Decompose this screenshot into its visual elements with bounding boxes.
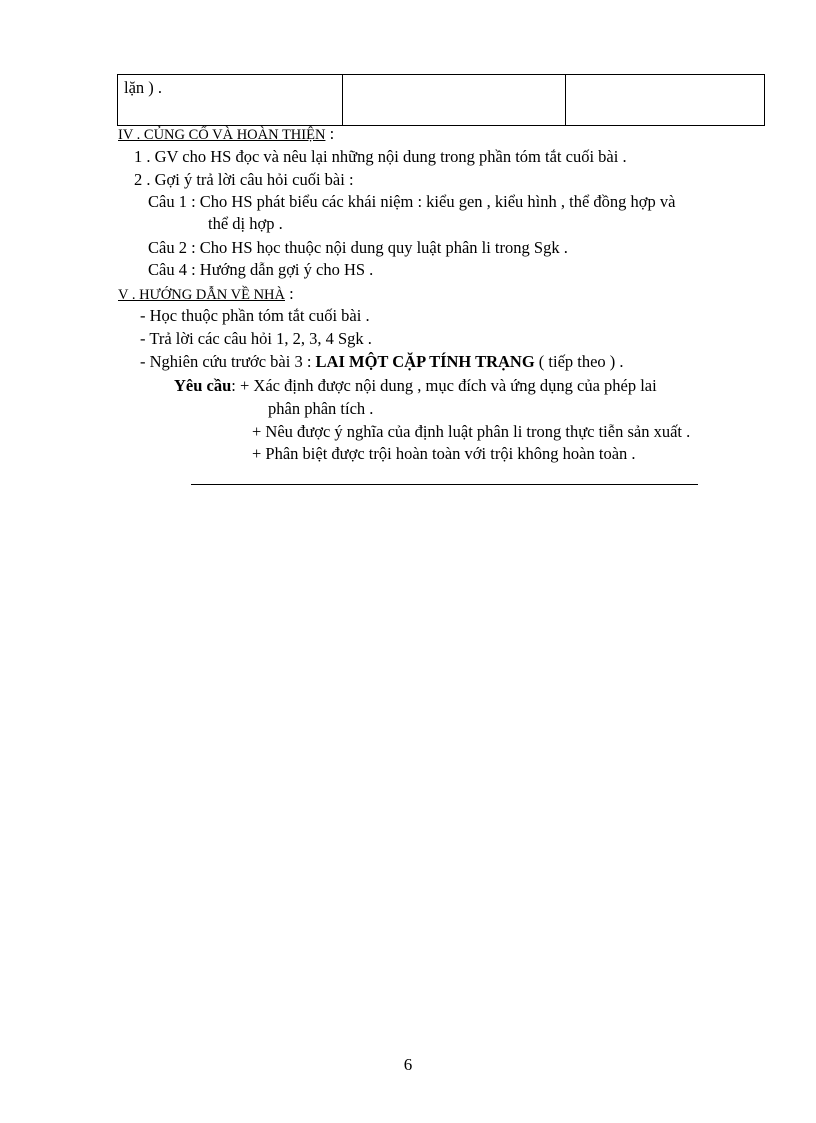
table-cell <box>566 75 765 126</box>
lesson-title: LAI MỘT CẶP TÍNH TRẠNG <box>315 352 535 371</box>
section-divider <box>191 484 698 485</box>
continued-table <box>117 74 765 126</box>
table-cell: lặn ) . <box>118 75 343 126</box>
section-5-title: V . HƯỚNG DẪN VỀ NHÀ <box>118 287 285 303</box>
section-4-item-1: 1 . GV cho HS đọc và nêu lại những nội dung trong phần tóm tắt cuối bài . <box>134 147 627 166</box>
table-cell <box>343 75 566 126</box>
item-3-suffix: ( tiếp theo ) . <box>534 352 624 371</box>
page-number: 6 <box>403 1055 413 1074</box>
requirement-1-continued: phân phân tích . <box>268 399 374 418</box>
question-2: Câu 2 : Cho HS học thuộc nội dung quy luật phân li trong Sgk . <box>148 238 568 257</box>
section-5-item-3 <box>140 352 624 372</box>
requirements-line-1 <box>174 376 657 396</box>
section-5-heading <box>118 284 294 305</box>
item-3-prefix: - Nghiên cứu trước bài 3 : <box>140 352 316 371</box>
section-5-item-2: - Trả lời các câu hỏi 1, 2, 3, 4 Sgk . <box>140 329 372 348</box>
section-4-item-2: 2 . Gợi ý trả lời câu hỏi cuối bài : <box>134 170 354 189</box>
question-1-line-2: thể dị hợp . <box>208 214 283 233</box>
table-row <box>118 75 765 126</box>
section-4-heading <box>118 124 334 145</box>
section-5-item-1: - Học thuộc phần tóm tắt cuối bài . <box>140 306 370 325</box>
section-4-title: IV . CỦNG CỐ VÀ HOÀN THIỆN <box>118 127 326 143</box>
question-1-line-1: Câu 1 : Cho HS phát biểu các khái niệm : kiểu gen , kiểu hình , thể đồng hợp và <box>148 192 676 211</box>
requirements-label: Yêu cầu <box>174 376 232 395</box>
requirement-1: : + Xác định được nội dung , mục đích và ứng dụng của phép lai <box>231 376 657 395</box>
question-4: Câu 4 : Hướng dẫn gợi ý cho HS . <box>148 260 374 279</box>
section-5-colon: : <box>285 284 294 303</box>
section-4-colon: : <box>325 124 335 143</box>
requirement-2: + Nêu được ý nghĩa của định luật phân li trong thực tiễn sản xuất . <box>252 422 691 441</box>
requirement-3: + Phân biệt được trội hoàn toàn với trội không hoàn toàn . <box>252 444 636 463</box>
